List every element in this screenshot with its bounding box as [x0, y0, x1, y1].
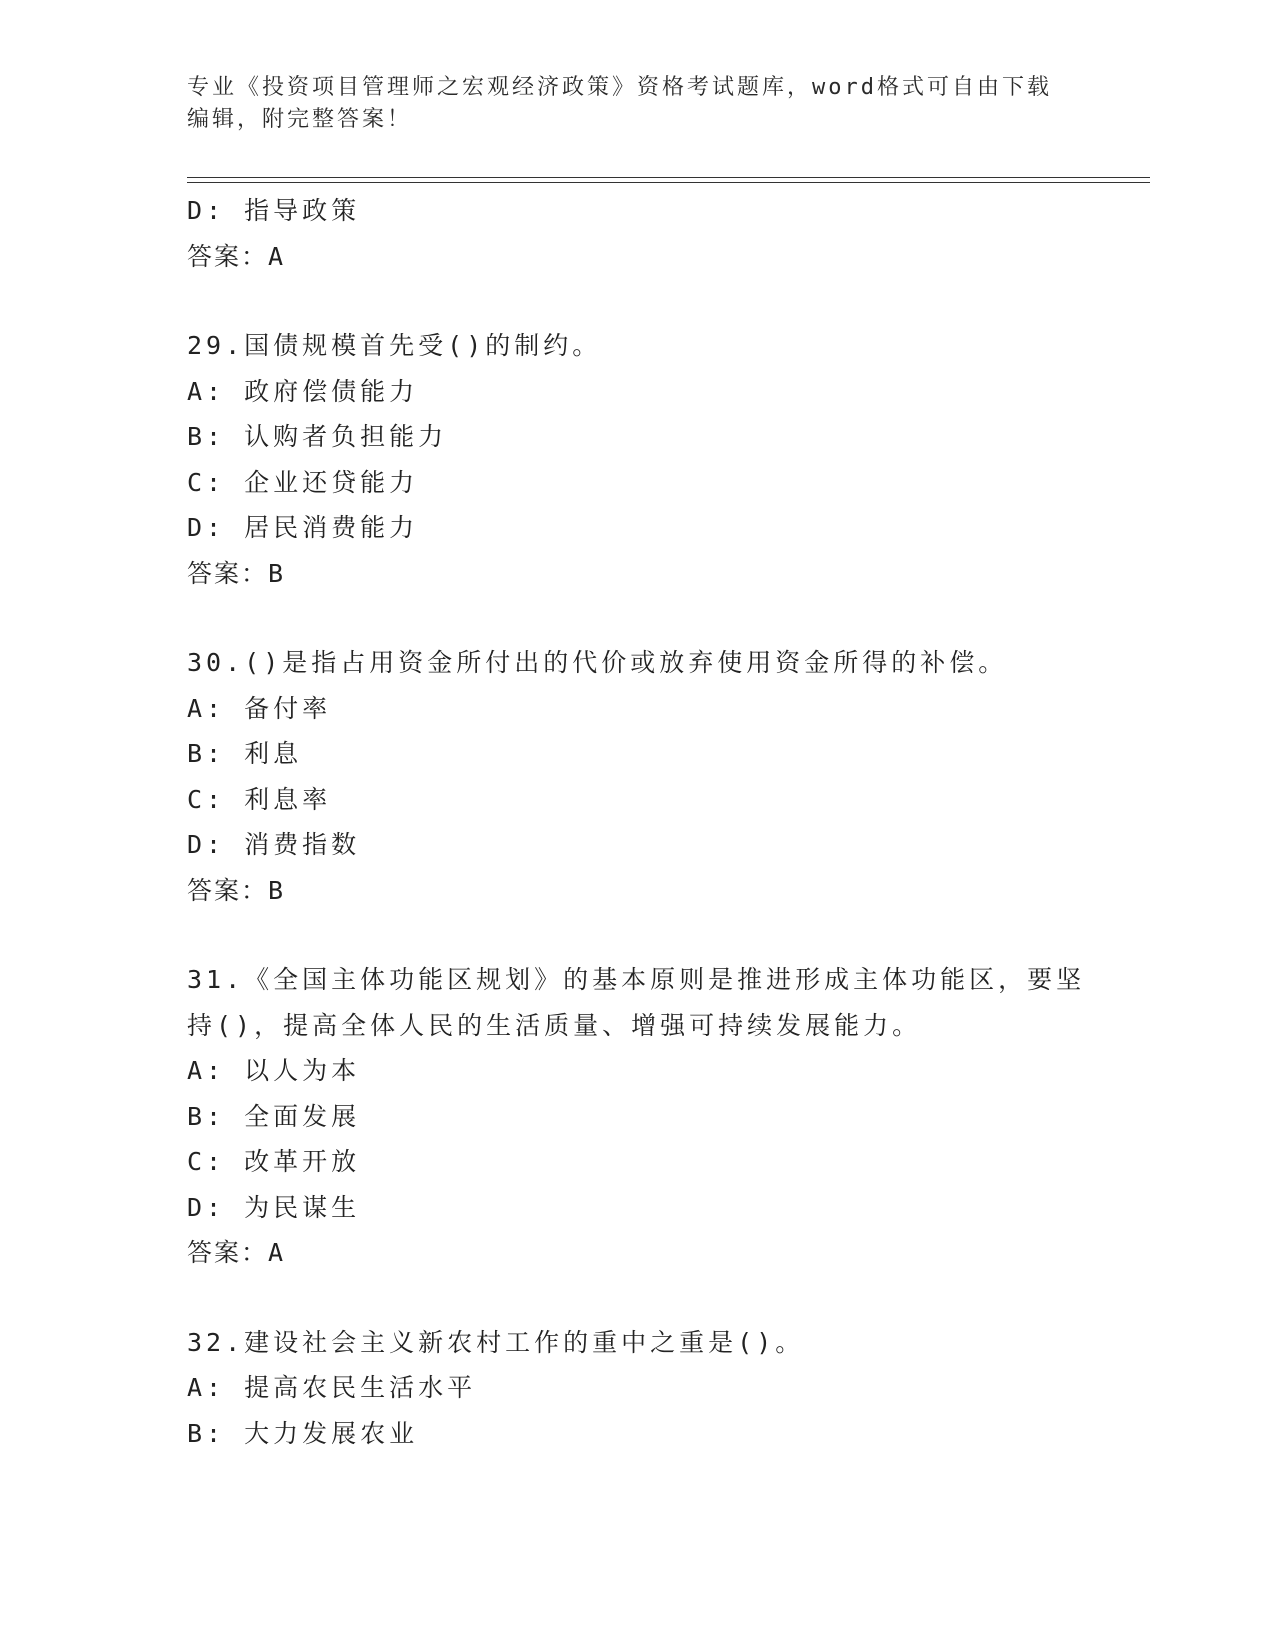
answer-line — [187, 234, 1087, 280]
answer-label: 答案： — [187, 241, 269, 271]
answer-label: 答案： — [187, 1238, 269, 1267]
option-a: A: 政府偿债能力 — [187, 376, 419, 406]
answer-value: A — [268, 241, 286, 271]
header-rule-top — [187, 177, 1150, 178]
answer-line — [187, 1230, 1087, 1276]
option-a: A: 提高农民生活水平 — [187, 1373, 477, 1402]
option-c: C: 企业还贷能力 — [187, 467, 419, 497]
option-c: C: 利息率 — [187, 784, 332, 814]
question-stem: 29.国债规模首先受()的制约。 — [187, 331, 602, 360]
answer-line — [187, 551, 1087, 597]
option-b: B: 大力发展农业 — [187, 1418, 419, 1448]
option-b: B: 认购者负担能力 — [187, 422, 448, 451]
question-stem-line-2: 持()，提高全体人民的生活质量、增强可持续发展能力。 — [187, 1010, 922, 1040]
answer-value: A — [268, 1238, 286, 1267]
option-b: B: 全面发展 — [187, 1101, 361, 1131]
question-stem: 30.()是指占用资金所付出的代价或放弃使用资金所得的补偿。 — [187, 648, 1008, 677]
option-c: C: 改革开放 — [187, 1147, 361, 1176]
option-d: D: 指导政策 — [187, 196, 361, 225]
document-header: 专业《投资项目管理师之宏观经济政策》资格考试题库，word格式可自由下载编辑，附完整答案！ — [187, 75, 1052, 132]
question-stem: 32.建设社会主义新农村工作的重中之重是()。 — [187, 1327, 805, 1357]
answer-line — [187, 868, 1087, 914]
question-content — [187, 188, 1087, 1456]
answer-value: B — [268, 558, 286, 588]
question-stem-line-1: 31.《全国主体功能区规划》的基本原则是推进形成主体功能区，要坚 — [187, 965, 1086, 994]
option-a: A: 以人为本 — [187, 1056, 361, 1085]
header-rule-bottom — [187, 182, 1150, 183]
option-d: D: 为民谋生 — [187, 1192, 361, 1222]
option-d: D: 居民消费能力 — [187, 513, 419, 542]
option-a: A: 备付率 — [187, 693, 332, 723]
option-b: B: 利息 — [187, 739, 303, 768]
answer-label: 答案： — [187, 875, 269, 905]
answer-value: B — [268, 875, 286, 905]
answer-label: 答案： — [187, 558, 269, 588]
option-d: D: 消费指数 — [187, 830, 361, 859]
